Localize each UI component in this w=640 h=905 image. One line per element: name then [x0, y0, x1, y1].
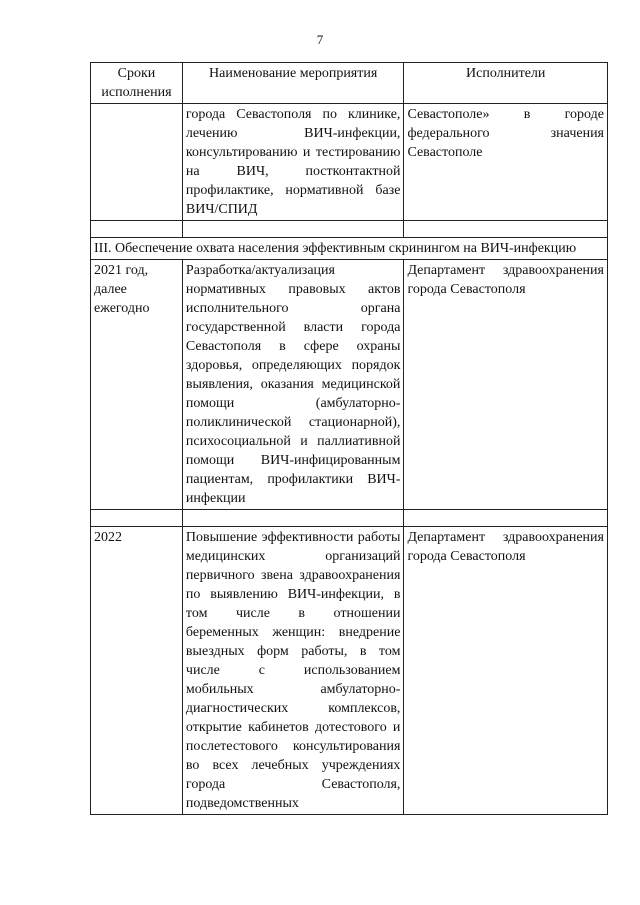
cell-term — [91, 104, 183, 221]
cell-measure-name: города Севастополя по клинике, лечению ВИЧ-инфекции, консультированию и тестированию на ВИЧ, постконтактной профилактике, нормативной базе ВИЧ/СПИД — [182, 104, 404, 221]
cell-executors: Департамент здравоохранения города Севастополя — [404, 527, 608, 815]
cell-measure-name: Разработка/актуализация нормативных правовых актов исполнительного органа государственной власти города Севастополя в сфере охраны здоровья, определяющих порядок выявления, оказания медицинской помощи (амбулаторно-поликлинической стационарной), психосоциальной и паллиативной помощи ВИЧ-инфицированным пациентам, профилактики ВИЧ-инфекции — [182, 260, 404, 510]
header-executors: Исполнители — [404, 63, 608, 104]
spacer-row — [91, 510, 608, 527]
table-row — [91, 527, 608, 815]
table-row — [91, 260, 608, 510]
section-title: III. Обеспечение охвата населения эффективным скринингом на ВИЧ-инфекцию — [91, 238, 608, 260]
cell-executors: Севастополе» в городе федерального значения Севастополе — [404, 104, 608, 221]
table-row — [91, 104, 608, 221]
page-number: 7 — [316, 32, 324, 47]
section-header-row — [91, 238, 608, 260]
table-header-row — [91, 63, 608, 104]
header-measure-name: Наименование мероприятия — [182, 63, 404, 104]
spacer-row — [91, 221, 608, 238]
cell-term: 2022 — [91, 527, 183, 815]
header-terms: Сроки исполнения — [91, 63, 183, 104]
cell-term: 2021 год, далее ежегодно — [91, 260, 183, 510]
cell-measure-name: Повышение эффективности работы медицинских организаций первичного звена здравоохранения по выявлению ВИЧ-инфекции, в том числе в отношении беременных женщин: внедрение выездных форм работы, в том числе с использованием мобильных амбулаторно-диагностических комплексов, открытие кабинетов дотестового и послетестового консультирования во всех лечебных учреждениях города Севастополя, подведомственных — [182, 527, 404, 815]
cell-executors: Департамент здравоохранения города Севастополя — [404, 260, 608, 510]
measures-table — [90, 62, 608, 815]
